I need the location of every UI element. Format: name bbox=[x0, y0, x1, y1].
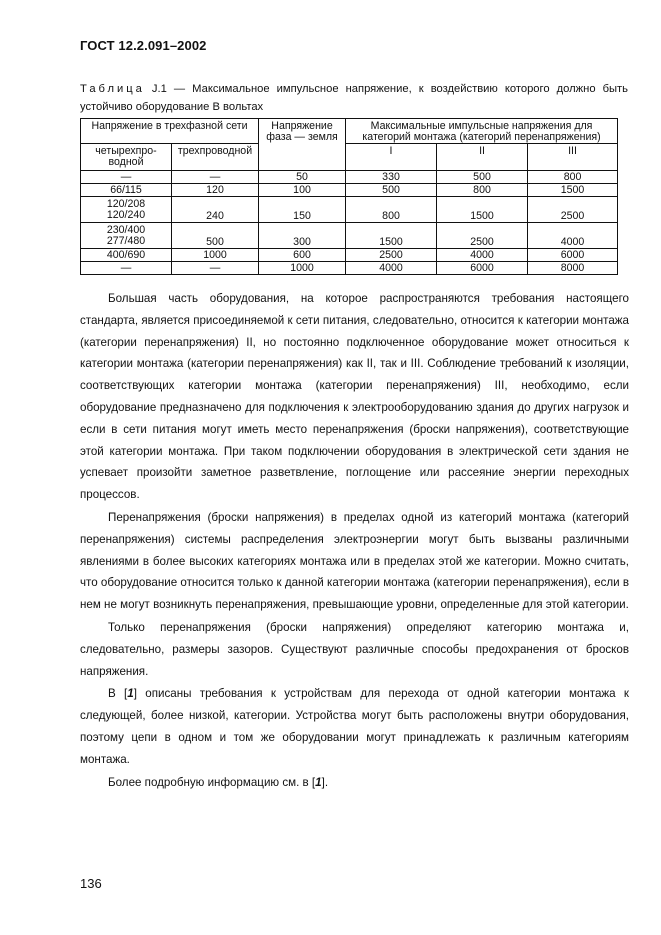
paragraph-4-rest: ] описаны требования к устройствам для перехода от одной категории монтажа к следующей, более низкой, категории. Устройства могут быть расположены внутри оборудования, поэтому цепи в одном и том же оборудовании могут принадлежать к различным категориям монтажа. bbox=[80, 687, 629, 766]
cell-three-wire: 500 bbox=[172, 223, 259, 249]
header-three-phase: Напряжение в трехфазной сети bbox=[81, 119, 259, 144]
cell-phase-earth: 600 bbox=[259, 249, 346, 262]
cell-three-wire: 120 bbox=[172, 184, 259, 197]
header-phase-earth: Напряжение фаза — земля bbox=[259, 119, 346, 171]
voltage-table bbox=[80, 118, 618, 275]
cell-category-3: 4000 bbox=[528, 223, 618, 249]
cell-category-1: 2500 bbox=[346, 249, 437, 262]
cell-category-1: 330 bbox=[346, 171, 437, 184]
cell-four-wire: 230/400 277/480 bbox=[81, 223, 172, 249]
cell-category-3: 800 bbox=[528, 171, 618, 184]
cell-category-1: 4000 bbox=[346, 262, 437, 275]
paragraph-5-start: Более подробную информацию см. в [ bbox=[108, 775, 316, 789]
paragraph-4-start: В [ bbox=[108, 687, 128, 701]
table-row bbox=[81, 223, 618, 249]
table-caption-lead: Таблица bbox=[80, 83, 145, 95]
cell-category-1: 800 bbox=[346, 197, 437, 223]
cell-category-2: 2500 bbox=[437, 223, 528, 249]
table-caption-text: J.1 — Максимальное импульсное напряжение, к воздействию которого должно быть устойчиво оборудование В вольтах bbox=[80, 83, 628, 113]
cell-category-2: 1500 bbox=[437, 197, 528, 223]
paragraph-5 bbox=[80, 772, 629, 794]
body-text bbox=[80, 288, 629, 794]
cell-phase-earth: 300 bbox=[259, 223, 346, 249]
table-row bbox=[81, 262, 618, 275]
cell-category-3: 6000 bbox=[528, 249, 618, 262]
page-number: 136 bbox=[80, 876, 102, 891]
cell-category-1: 500 bbox=[346, 184, 437, 197]
header-four-wire: четырехпро-водной bbox=[81, 144, 172, 171]
cell-category-2: 6000 bbox=[437, 262, 528, 275]
cell-category-3: 1500 bbox=[528, 184, 618, 197]
header-category-1: I bbox=[346, 144, 437, 171]
cell-four-wire: — bbox=[81, 171, 172, 184]
table-row bbox=[81, 197, 618, 223]
cell-category-3: 2500 bbox=[528, 197, 618, 223]
cell-category-2: 800 bbox=[437, 184, 528, 197]
cell-four-wire: 120/208 120/240 bbox=[81, 197, 172, 223]
cell-phase-earth: 100 bbox=[259, 184, 346, 197]
header-max-impulse: Максимальные импульсные напряжения для категорий монтажа (категорий перенапряжения) bbox=[346, 119, 618, 144]
cell-four-wire: 400/690 bbox=[81, 249, 172, 262]
cell-phase-earth: 150 bbox=[259, 197, 346, 223]
table-caption bbox=[80, 80, 628, 116]
header-category-2: II bbox=[437, 144, 528, 171]
paragraph-2: Перенапряжения (броски напряжения) в пределах одной из категорий монтажа (категорий перенапряжения) системы распределения электроэнергии могут быть вызваны различными явлениями в более высоких категориях монтажа или в пределах этой же категории. Можно считать, что оборудование относится только к данной категории монтажа (категории перенапряжения), если в нем не могут возникнуть перенапряжения, превышающие уровни, определенные для этой категории. bbox=[80, 510, 629, 612]
table-row bbox=[81, 171, 618, 184]
cell-three-wire: 240 bbox=[172, 197, 259, 223]
paragraph-1: Большая часть оборудования, на которое распространяются требования настоящего стандарта, является присоединяемой к сети питания, следовательно, относится к категории монтажа (категории перенапряжения) II, но постоянно подключенное оборудование может относиться к категории монтажа (категории перенапряжения) как II, так и III. Соблюдение требований к изоляции, соответствующих категории монтажа (категории перенапряжения) III, необходимо, если оборудование предназначено для подключения к электрооборудованию здания до других нагрузок и если в сети питания могут иметь место перенапряжения (броски напряжения), соответствующие этой категории монтажа. При таком подключении оборудования в электрической сети здания не успевает произойти заметное разветвление, поглощение или рассеяние энергии переходных процессов. bbox=[80, 292, 629, 502]
cell-three-wire: — bbox=[172, 171, 259, 184]
reference-1-link: 1 bbox=[127, 687, 134, 701]
table-row bbox=[81, 184, 618, 197]
document-header: ГОСТ 12.2.091–2002 bbox=[80, 38, 207, 53]
cell-category-1: 1500 bbox=[346, 223, 437, 249]
cell-three-wire: 1000 bbox=[172, 249, 259, 262]
cell-four-wire: 66/115 bbox=[81, 184, 172, 197]
cell-three-wire: — bbox=[172, 262, 259, 275]
cell-four-wire: — bbox=[81, 262, 172, 275]
header-three-wire: трехпроводной bbox=[172, 144, 259, 171]
paragraph-4 bbox=[80, 683, 629, 770]
cell-phase-earth: 1000 bbox=[259, 262, 346, 275]
cell-category-3: 8000 bbox=[528, 262, 618, 275]
reference-1-link: 1 bbox=[315, 775, 322, 789]
cell-category-2: 500 bbox=[437, 171, 528, 184]
cell-phase-earth: 50 bbox=[259, 171, 346, 184]
paragraph-3: Только перенапряжения (броски напряжения) определяют категорию монтажа и, следовательно, размеры зазоров. Существуют различные способы предохранения от бросков напряжения. bbox=[80, 620, 629, 678]
cell-category-2: 4000 bbox=[437, 249, 528, 262]
table-row bbox=[81, 249, 618, 262]
header-category-3: III bbox=[528, 144, 618, 171]
paragraph-5-rest: ]. bbox=[321, 775, 329, 789]
